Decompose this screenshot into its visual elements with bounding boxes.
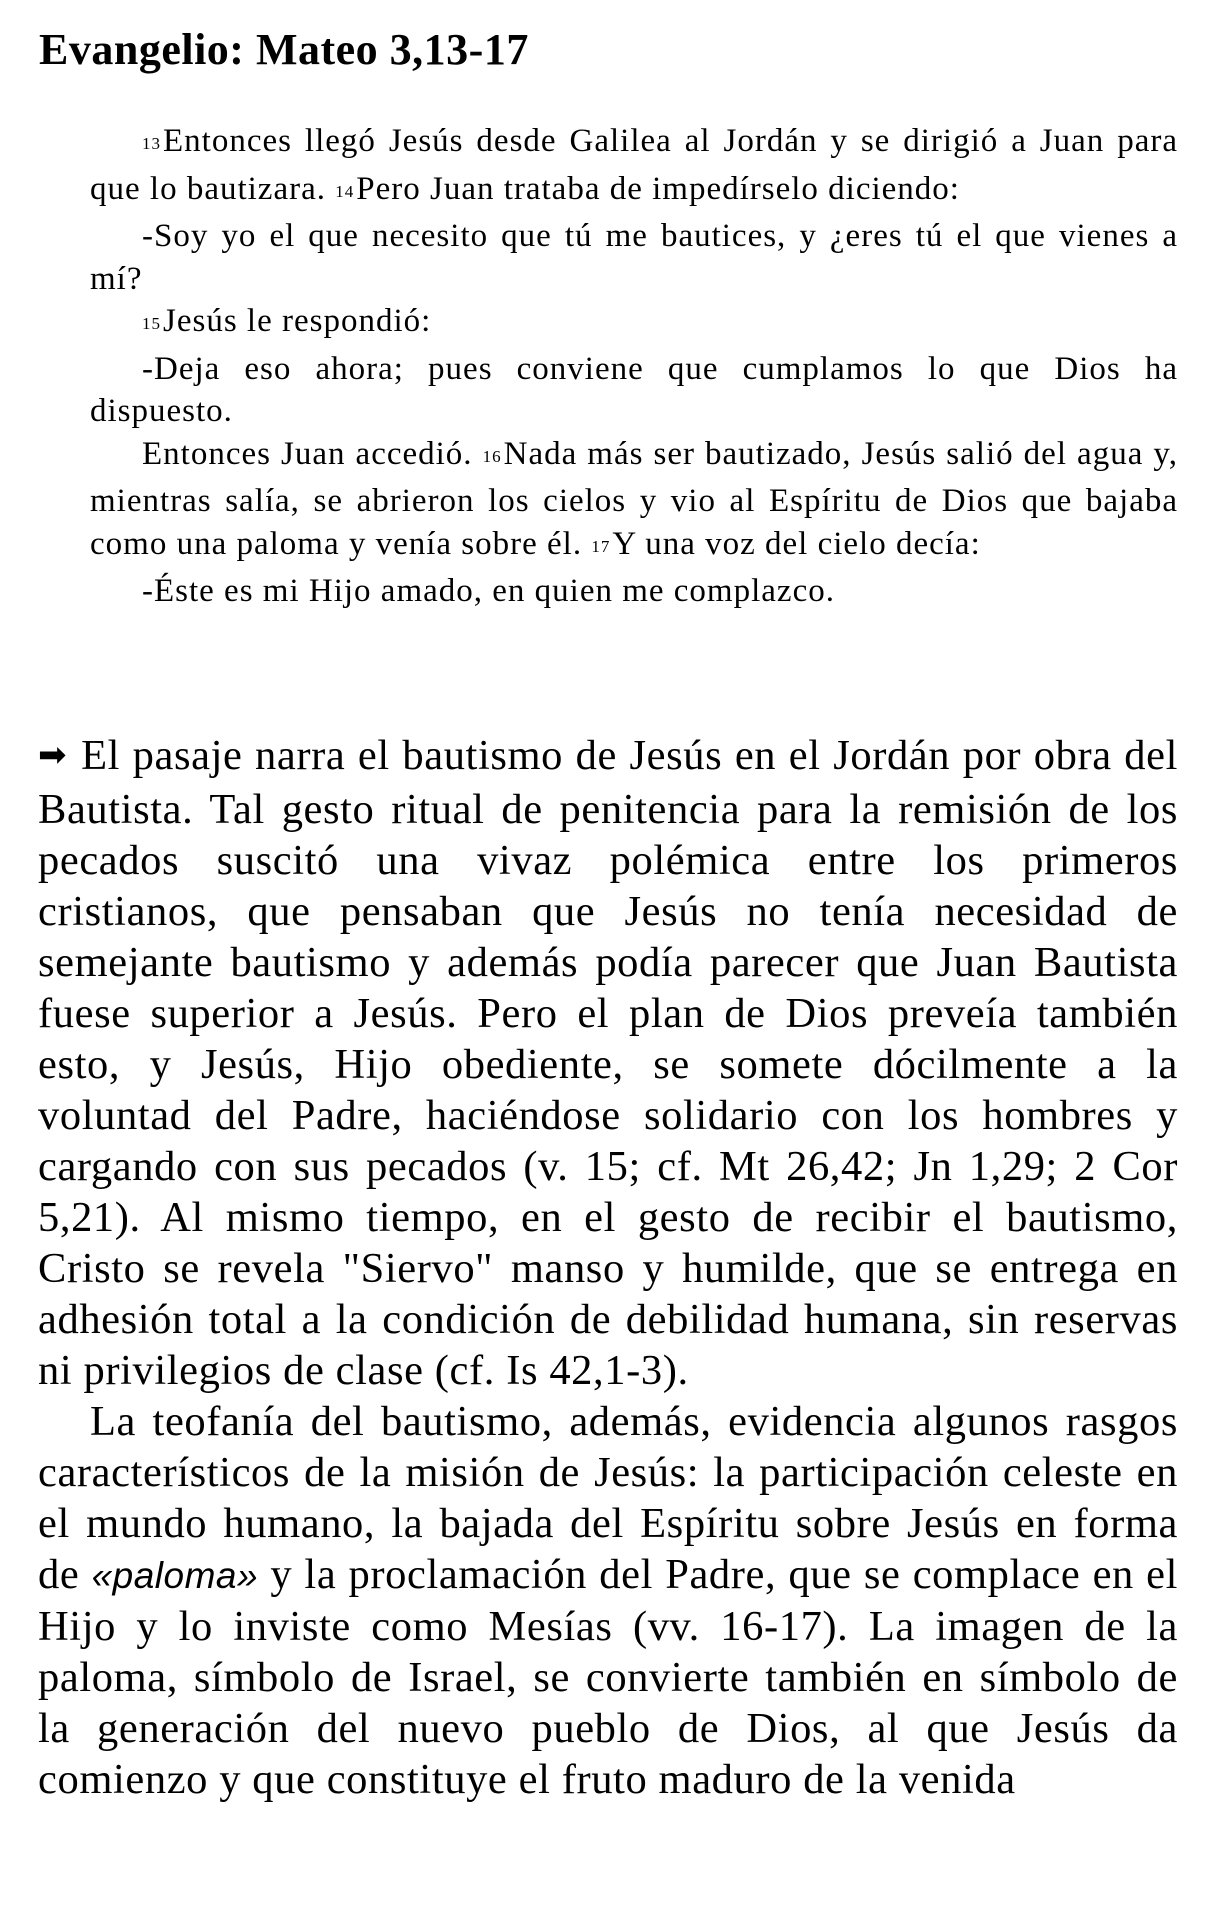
line-entonces: Entonces Juan accedió. bbox=[142, 435, 473, 472]
arrow-right-icon: ➡ bbox=[38, 735, 68, 775]
verse-number-14: 14 bbox=[335, 181, 355, 201]
commentary-paragraph-1 bbox=[38, 730, 1178, 1396]
commentary bbox=[38, 730, 1178, 1805]
verse-number-17: 17 bbox=[591, 536, 611, 556]
verse-17-text: Y una voz del cielo decía: bbox=[612, 525, 981, 562]
verse-number-16: 16 bbox=[482, 446, 502, 466]
gospel-paragraph-13-14 bbox=[90, 120, 1178, 215]
dialogue-line-este: -Éste es mi Hijo amado, en quien me complazco. bbox=[142, 573, 835, 609]
gospel-paragraph-16-17 bbox=[90, 433, 1178, 571]
commentary-italic-paloma: «paloma» bbox=[91, 1555, 259, 1596]
gospel-paragraph-15 bbox=[90, 300, 1178, 348]
verse-15-text: Jesús le respondió: bbox=[163, 303, 432, 339]
gospel-passage bbox=[90, 120, 1178, 613]
verse-number-15: 15 bbox=[142, 314, 161, 333]
commentary-paragraph-2 bbox=[38, 1396, 1178, 1805]
verse-14-text: Pero Juan trataba de impedírselo diciendo: bbox=[356, 170, 960, 207]
dialogue-line-deja: -Deja eso ahora; pues conviene que cumplamos lo que Dios ha dispuesto. bbox=[90, 350, 1178, 429]
verse-13-text: Entonces llegó Jesús desde Galilea al Jordán y se dirigió a Juan para que lo bautizara. bbox=[90, 123, 1178, 207]
dialogue-line-soy: -Soy yo el que necesito que tú me bautices, y ¿eres tú el que vienes a mí? bbox=[90, 218, 1178, 297]
verse-number-13: 13 bbox=[142, 134, 161, 153]
page-title: Evangelio: Mateo 3,13-17 bbox=[39, 25, 529, 74]
commentary-paragraph-2-after: y la proclamación del Padre, que se complace en el Hijo y lo inviste como Mesías (vv. 16-17). La imagen de la paloma, símbolo de Israel, se convierte también en símbolo de la generación del nuevo pueblo de Dios, al que Jesús da comienzo y que constituye el fruto maduro de la venida bbox=[38, 1551, 1178, 1803]
commentary-paragraph-1-text: El pasaje narra el bautismo de Jesús en el Jordán por obra del Bautista. Tal gesto ritual de penitencia para la remisión de los pecados suscitó una vivaz polémica entre los primeros cristianos, que pensaban que Jesús no tenía necesidad de semejante bautismo y además podía parecer que Juan Bautista fuese superior a Jesús. Pero el plan de Dios preveía también esto, y Jesús, Hijo obediente, se somete dócilmente a la voluntad del Padre, haciéndose solidario con los hombres y cargando con sus pecados (v. 15; cf. Mt 26,42; Jn 1,29; 2 Cor 5,21). Al mismo tiempo, en el gesto de recibir el bautismo, Cristo se revela "Siervo" manso y humilde, que se entrega en adhesión total a la condición de debilidad humana, sin reservas ni privilegios de clase (cf. Is 42,1-3). bbox=[38, 732, 1178, 1394]
verse-16-text: Nada más ser bautizado, Jesús salió del agua y, mientras salía, se abrieron los cielos y vio al Espíritu de Dios que bajaba como una paloma y venía sobre él. bbox=[90, 435, 1178, 562]
commentary-paragraph-2-before: La teofanía del bautismo, además, evidencia algunos rasgos característicos de la misión de Jesús: la participación celeste en el mundo humano, la bajada del Espíritu sobre Jesús en forma de bbox=[38, 1398, 1178, 1598]
